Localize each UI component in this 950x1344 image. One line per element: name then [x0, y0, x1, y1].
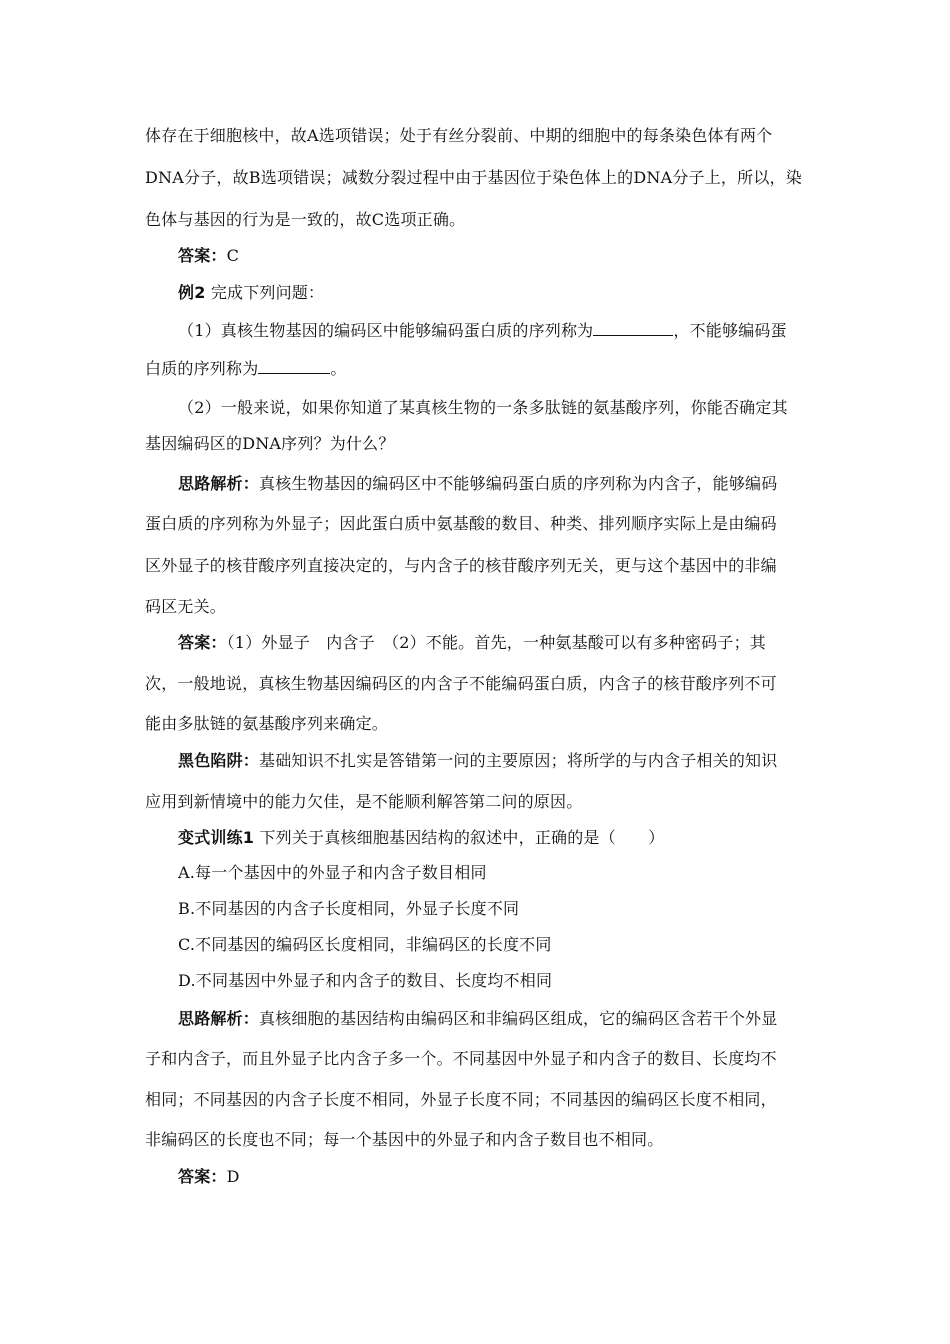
answer-value: C	[226, 246, 240, 265]
analysis-label: 思路解析：	[178, 474, 260, 493]
question-1-line-2	[145, 358, 347, 379]
question-1-line-1	[178, 320, 787, 341]
example-2-heading	[178, 283, 324, 303]
example-label: 例2	[178, 283, 206, 302]
explanation-line-2: DNA分子，故B选项错误；减数分裂过程中由于基因位于染色体上的DNA分子上，所以，染	[145, 168, 802, 187]
answer-1	[178, 246, 239, 266]
answer-2-line-3: 能由多肽链的氨基酸序列来确定。	[145, 714, 389, 733]
analysis-1-line-3: 区外显子的核苷酸序列直接决定的，与内含子的核苷酸序列无关，更与这个基因中的非编	[145, 556, 777, 575]
question-2-line-2: 基因编码区的DNA序列？为什么？	[145, 434, 395, 453]
variant-label: 变式训练1	[178, 828, 255, 847]
analysis-2-line-3: 相同；不同基因的内含子长度不相同，外显子长度不同；不同基因的编码区长度不相同，	[145, 1090, 777, 1109]
analysis-2-line-4: 非编码区的长度也不同；每一个基因中的外显子和内含子数目也不相同。	[145, 1130, 664, 1149]
answer-value: D	[226, 1167, 240, 1186]
answer-3	[178, 1167, 240, 1187]
explanation-line-3: 色体与基因的行为是一致的，故C选项正确。	[145, 210, 466, 229]
answer-label: 答案：	[178, 246, 227, 265]
answer-2-line-2: 次，一般地说，真核生物基因编码区的内含子不能编码蛋白质，内含子的核苷酸序列不可	[145, 674, 777, 693]
example-title: 完成下列问题：	[205, 283, 325, 302]
trap-line-1	[178, 751, 777, 771]
trap-text: 基础知识不扎实是答错第一问的主要原因；将所学的与内含子相关的知识	[259, 751, 778, 770]
option-d: D.不同基因中外显子和内含子的数目、长度均不相同	[178, 971, 553, 990]
fill-blank	[593, 320, 673, 336]
option-b: B.不同基因的内含子长度相同，外显子长度不同	[178, 899, 520, 918]
trap-label: 黑色陷阱：	[178, 751, 260, 770]
answer-text: （1）外显子 内含子 （2）不能。首先，一种氨基酸可以有多种密码子；其	[226, 633, 766, 652]
question-2-line-1: （2）一般来说，如果你知道了某真核生物的一条多肽链的氨基酸序列，你能否确定其	[178, 398, 788, 417]
analysis-text: 真核生物基因的编码区中不能够编码蛋白质的序列称为内含子，能够编码	[259, 474, 778, 493]
analysis-label: 思路解析：	[178, 1009, 260, 1028]
analysis-1-line-1	[178, 474, 777, 494]
answer-label: 答案：	[178, 633, 227, 652]
variant-stem: 下列关于真核细胞基因结构的叙述中，正确的是（ ）	[254, 828, 665, 847]
trap-line-2: 应用到新情境中的能力欠佳，是不能顺利解答第二问的原因。	[145, 792, 583, 811]
question-text: 。	[330, 359, 347, 378]
option-c: C.不同基因的编码区长度相同，非编码区的长度不同	[178, 935, 552, 954]
fill-blank	[258, 358, 330, 374]
question-text: （1）真核生物基因的编码区中能够编码蛋白质的序列称为	[178, 321, 594, 340]
answer-2-line-1	[178, 633, 766, 653]
option-a: A.每一个基因中的外显子和内含子数目相同	[178, 863, 487, 882]
question-text: 白质的序列称为	[145, 359, 259, 378]
analysis-1-line-4: 码区无关。	[145, 597, 227, 616]
answer-label: 答案：	[178, 1167, 227, 1186]
variant-question	[178, 828, 664, 848]
analysis-1-line-2: 蛋白质的序列称为外显子；因此蛋白质中氨基酸的数目、种类、排列顺序实际上是由编码	[145, 514, 777, 533]
analysis-text: 真核细胞的基因结构由编码区和非编码区组成，它的编码区含若干个外显	[259, 1009, 778, 1028]
question-text: ，不能够编码蛋	[673, 321, 787, 340]
analysis-2-line-1	[178, 1009, 777, 1029]
analysis-2-line-2: 子和内含子，而且外显子比内含子多一个。不同基因中外显子和内含子的数目、长度均不	[145, 1049, 777, 1068]
explanation-line-1: 体存在于细胞核中，故A选项错误；处于有丝分裂前、中期的细胞中的每条染色体有两个	[145, 126, 773, 145]
